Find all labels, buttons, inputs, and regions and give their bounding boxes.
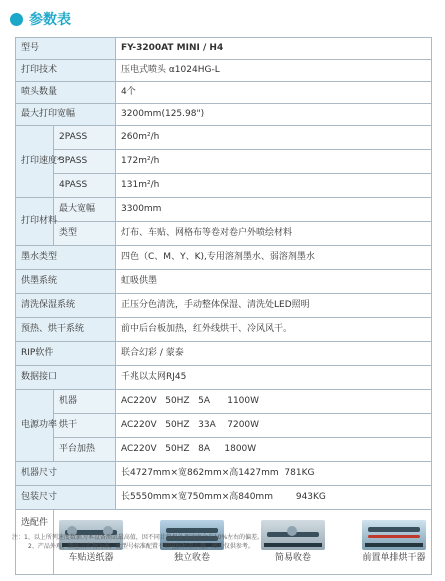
row-sublabel: 平台加热 [54, 438, 116, 462]
row-label: 型号 [16, 38, 116, 60]
group-label-power: 电源功率 [16, 390, 54, 462]
row-label: 供墨系统 [16, 270, 116, 294]
row-sublabel: 4PASS [54, 174, 116, 198]
table-row-clean [16, 294, 432, 318]
row-value: 正压分色清洗，手动整体保湿、清洗处LED照明 [116, 294, 432, 318]
row-value: 4个 [116, 82, 432, 104]
row-label: 清洗保湿系统 [16, 294, 116, 318]
row-value: 四色（C、M、Y、K),专用溶剂墨水、弱溶剂墨水 [116, 246, 432, 270]
table-row-port [16, 366, 432, 390]
row-label: 预热、烘干系统 [16, 318, 116, 342]
footnote-1: 注：1、以上所列速度数据为本设备测试最高值，因不同计算机处理速度会有10%左右的偏差。 [12, 534, 264, 541]
table-row-model [16, 38, 432, 60]
row-sublabel: 机器 [54, 390, 116, 414]
row-value: 172m²/h [116, 150, 432, 174]
row-label: 数据接口 [16, 366, 116, 390]
row-value: 131m²/h [116, 174, 432, 198]
group-label-material: 打印材料 [16, 198, 54, 246]
row-sublabel: 3PASS [54, 150, 116, 174]
table-row-power-platform [16, 438, 432, 462]
bullet-dot-icon [10, 13, 23, 26]
spec-table [15, 37, 432, 575]
accessory-label: 前置单排烘干器 [362, 553, 426, 563]
table-row-speed-3pass [16, 150, 432, 174]
row-label: 机器尺寸 [16, 462, 116, 486]
row-label: 最大打印宽幅 [16, 104, 116, 126]
row-label: 喷头数量 [16, 82, 116, 104]
table-row-machine-size [16, 462, 432, 486]
row-value: AC220V 50HZ 5A 1100W [116, 390, 432, 414]
row-value: 长5550mm×宽750mm×高840mm 943KG [116, 486, 432, 510]
row-value: 压电式喷头 α1024HG-L [116, 60, 432, 82]
row-value: 千兆以太网RJ45 [116, 366, 432, 390]
accessory-label: 独立收卷 [173, 553, 210, 563]
group-label-accessories: 选配件 [16, 510, 54, 575]
table-row-tech [16, 60, 432, 82]
accessory-label: 简易收卷 [274, 553, 311, 563]
row-sublabel: 烘干 [54, 414, 116, 438]
row-sublabel: 类型 [54, 222, 116, 246]
row-label: 包装尺寸 [16, 486, 116, 510]
table-row-supply [16, 270, 432, 294]
table-row-material-width [16, 198, 432, 222]
row-label: 打印技术 [16, 60, 116, 82]
row-sublabel: 2PASS [54, 126, 116, 150]
row-value: 260m²/h [116, 126, 432, 150]
row-value: 灯布、车贴、网格布等卷对卷户外喷绘材料 [116, 222, 432, 246]
section-title [10, 8, 71, 30]
row-label: 墨水类型 [16, 246, 116, 270]
row-value: 联合幻彩 / 蒙泰 [116, 342, 432, 366]
table-row-speed-4pass [16, 174, 432, 198]
row-value: 虹吸供墨 [116, 270, 432, 294]
row-value: FY-3200AT MINI / H4 [116, 38, 432, 60]
footnotes [12, 533, 437, 551]
row-value: AC220V 50HZ 8A 1800W [116, 438, 432, 462]
table-row-heat [16, 318, 432, 342]
row-value: 3300mm [116, 198, 432, 222]
row-value: AC220V 50HZ 33A 7200W [116, 414, 432, 438]
table-row-material-type [16, 222, 432, 246]
row-label: RIP软件 [16, 342, 116, 366]
row-value: 长4727mm×宽862mm×高1427mm 781KG [116, 462, 432, 486]
table-row-package-size [16, 486, 432, 510]
table-row-rip [16, 342, 432, 366]
table-row-power-machine [16, 390, 432, 414]
group-label-speed: 打印速度* [16, 126, 54, 198]
row-sublabel: 最大宽幅 [54, 198, 116, 222]
row-value: 前中后台板加热，红外线烘干、冷风风干。 [116, 318, 432, 342]
table-row-power-dryer [16, 414, 432, 438]
table-row-ink [16, 246, 432, 270]
table-row-heads [16, 82, 432, 104]
row-value: 3200mm(125.98") [116, 104, 432, 126]
footnote-2: 2、产品外观、颜色以实物为准，此型号标准配置不带电脑和显示器，图片仅供参考。 [28, 543, 254, 550]
page-title: 参数表 [29, 12, 71, 28]
table-row-width [16, 104, 432, 126]
table-row-speed-2pass [16, 126, 432, 150]
accessory-label: 车贴送纸器 [68, 553, 114, 563]
